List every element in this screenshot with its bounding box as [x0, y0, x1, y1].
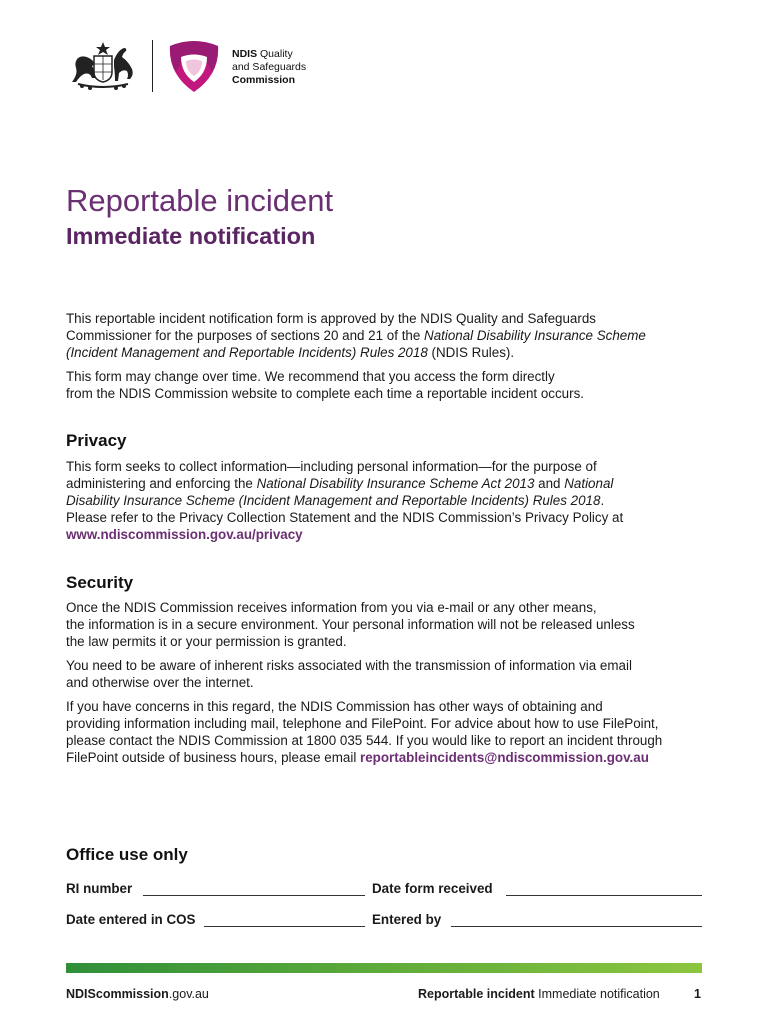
- intro-paragraph-1: This reportable incident notification form is approved by the NDIS Quality and Safeguards Commissioner for the purposes of sections 20 and 21 of the National Disability Insurance Scheme (Incident Management and Reportable Incidents) Rules 2018 (NDIS Rules).: [66, 311, 646, 360]
- security-paragraph-3: If you have concerns in this regard, the NDIS Commission has other ways of obtaining and providing information including mail, telephone and FilePoint. For advice about how to use FilePoint, please contact the NDIS Commission at 1800 035 544. If you would like to report an incident through FilePoint outside of business hours, please email reportableincidents@ndiscommission.gov.au: [66, 699, 663, 765]
- date-received-label: Date form received: [372, 881, 493, 896]
- ri-number-label: RI number: [66, 881, 133, 896]
- footer-website: NDIScommission.gov.au: [66, 987, 209, 1001]
- page-title: Reportable incident: [66, 183, 334, 218]
- ndis-shield-logo-icon: [166, 40, 222, 94]
- office-use-heading: Office use only: [66, 845, 188, 864]
- security-paragraph-1: Once the NDIS Commission receives information from you via e-mail or any other means, the information is in a secure environment. Your personal information will not be released unless the law permits it or your permission is granted.: [66, 600, 635, 649]
- security-heading: Security: [66, 573, 134, 592]
- privacy-paragraph: This form seeks to collect information—including personal information—for the purpose of administering and enforcing the National Disability Insurance Scheme Act 2013 and National Disability Insurance Scheme (Incident Management and Reportable Incidents) Rules 2018. Please refer to the Privacy Collection Statement and the NDIS Commission’s Privacy Policy at www.ndiscommission.gov.au/privacy: [66, 459, 624, 542]
- security-paragraph-2: You need to be aware of inherent risks associated with the transmission of information via email and otherwise over the internet.: [66, 658, 632, 690]
- date-entered-field[interactable]: [204, 926, 365, 927]
- date-entered-label: Date entered in COS: [66, 912, 196, 927]
- footer-gradient-bar: [66, 963, 702, 973]
- header-divider: [152, 40, 153, 92]
- commission-name: NDIS Quality and Safeguards Commission: [232, 48, 307, 86]
- privacy-heading: Privacy: [66, 431, 127, 450]
- privacy-link[interactable]: www.ndiscommission.gov.au/privacy: [66, 527, 303, 542]
- intro-paragraph-2: This form may change over time. We recommend that you access the form directly from the NDIS Commission website to complete each time a reportable incident occurs.: [66, 369, 584, 401]
- entered-by-field[interactable]: [451, 926, 702, 927]
- page-subtitle: Immediate notification: [66, 223, 316, 249]
- australian-coat-of-arms-icon: [64, 40, 142, 92]
- page-number: 1: [694, 987, 701, 1001]
- email-link[interactable]: reportableincidents@ndiscommission.gov.au: [360, 750, 649, 765]
- date-received-field[interactable]: [506, 895, 702, 896]
- entered-by-label: Entered by: [372, 912, 442, 927]
- footer-document-title: Reportable incident Immediate notification: [418, 987, 660, 1001]
- ri-number-field[interactable]: [143, 895, 365, 896]
